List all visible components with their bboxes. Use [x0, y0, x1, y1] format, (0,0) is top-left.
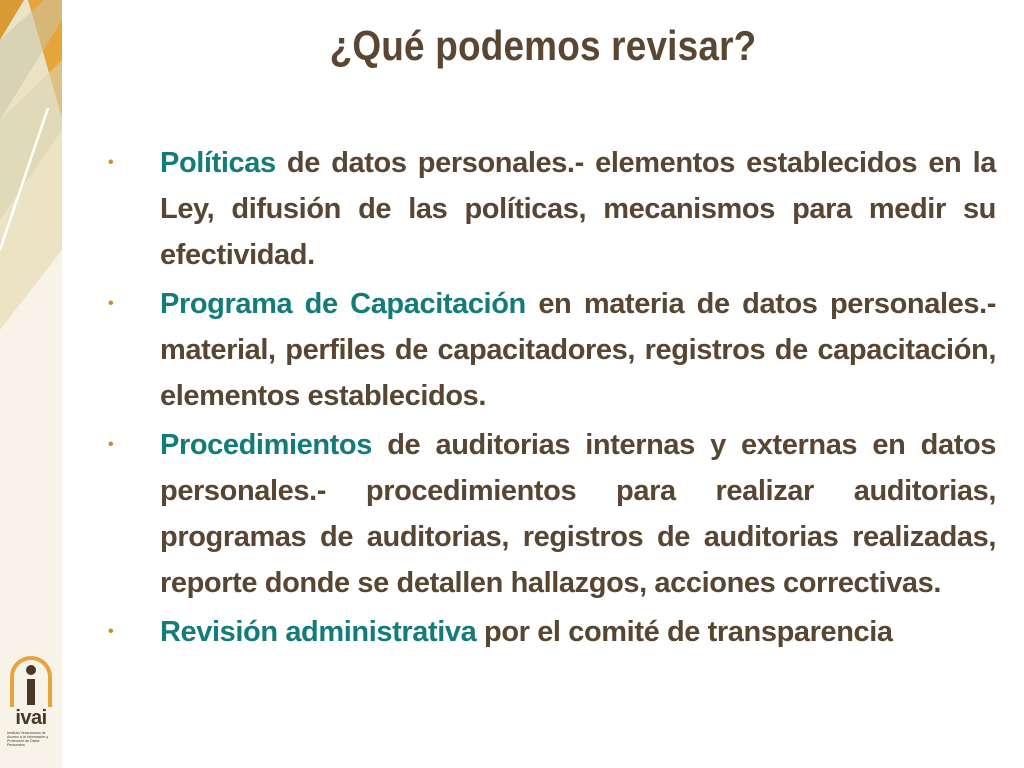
bullet-item [108, 609, 996, 655]
logo-wordmark: ivai [15, 707, 47, 729]
bullet-text: de auditorias internas y externas en datos personales.- procedimientos para realizar auditorias, programas de auditorias, registros de auditorias realizadas, reporte donde se detallen hallazgos, acciones correctivas. [160, 429, 996, 599]
decorative-sidebar [0, 0, 62, 768]
slide-title: ¿Qué podemos revisar? [329, 22, 757, 69]
bullet-keyword: Programa de Capacitación [160, 288, 526, 320]
bullet-keyword: Procedimientos [160, 429, 372, 461]
bullet-item [108, 140, 996, 278]
bullet-text: de datos personales.- elementos establecidos en la Ley, difusión de las políticas, mecanismos para medir su efectividad. [160, 147, 996, 271]
logo-caption: Instituto Veracruzano de Acceso a la Información y Protección de Datos Personales [7, 731, 49, 747]
bullet-text: en materia de datos personales.- material, perfiles de capacitadores, registros de capacitación, elementos establecidos. [160, 288, 996, 412]
bullet-item [108, 422, 996, 606]
bullet-list [108, 140, 996, 655]
bullet-dot-icon: • [108, 154, 114, 171]
bullet-dot-icon: • [108, 295, 114, 312]
bullet-keyword: Revisión administrativa [160, 616, 477, 648]
bullet-text: por el comité de transparencia [476, 616, 893, 648]
ivai-emblem-icon [6, 655, 56, 709]
bullet-dot-icon: • [108, 623, 114, 640]
bullet-keyword: Políticas [160, 147, 276, 179]
bullet-dot-icon: • [108, 436, 114, 453]
ivai-logo [6, 655, 56, 747]
bullet-item [108, 281, 996, 419]
